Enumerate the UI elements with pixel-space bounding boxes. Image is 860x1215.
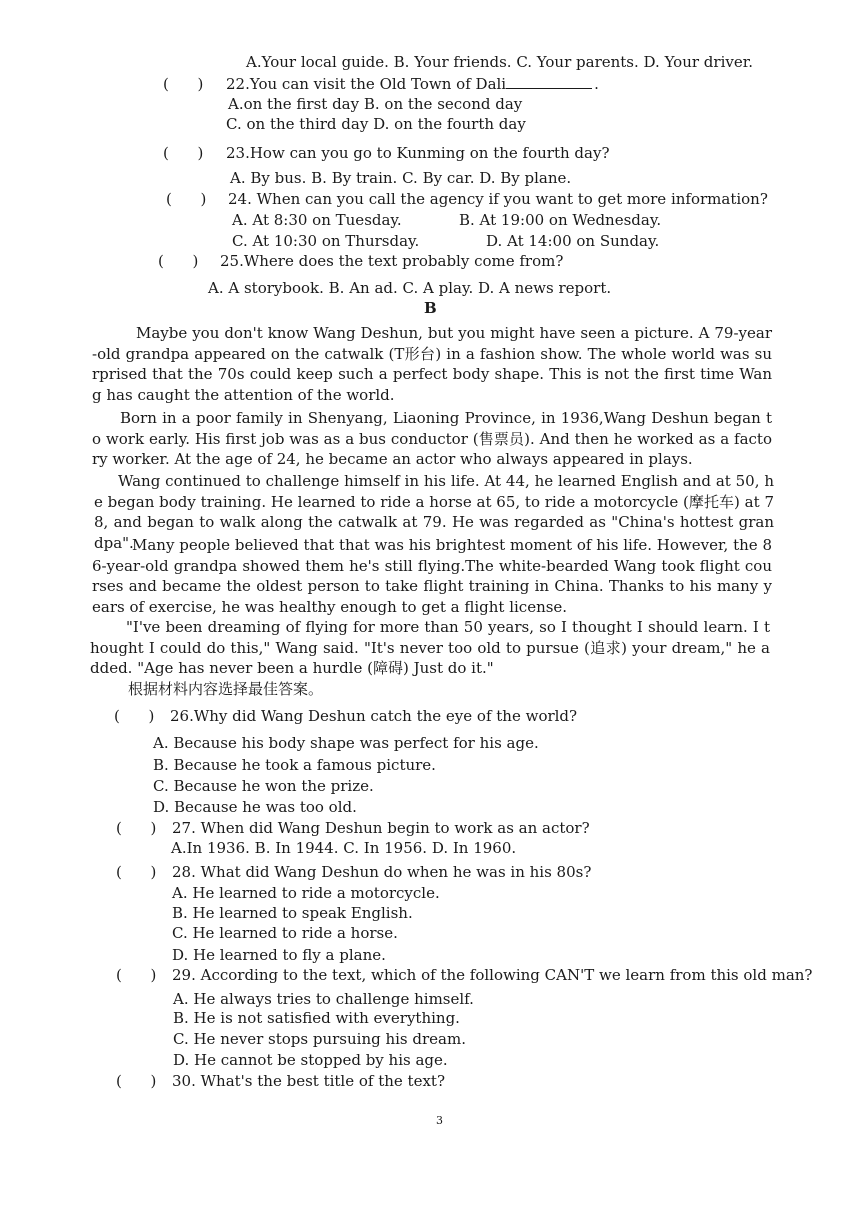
q29-option-c: C. He never stops pursuing his dream. [173,1030,466,1048]
q29-option-b: B. He is not satisfied with everything. [173,1009,460,1027]
page-number: 3 [436,1114,443,1127]
q22-fill-blank[interactable] [506,74,592,89]
q23-answer-blank[interactable]: ( ) [163,144,204,162]
q26-option-c: C. Because he won the prize. [153,777,374,795]
q25-answer-blank[interactable]: ( ) [158,252,199,270]
q24-stem: 24. When can you call the agency if you want to get more information? [228,190,768,208]
section-b-heading: B [424,299,437,317]
q28-stem: 28. What did Wang Deshun do when he was in his 80s? [172,863,592,881]
q30-answer-blank[interactable]: ( ) [116,1072,157,1090]
q29-option-a: A. He always tries to challenge himself. [173,990,474,1008]
q28-option-a: A. He learned to ride a motorcycle. [172,884,440,902]
q22-answer-blank[interactable]: ( ) [163,75,204,93]
q24-option-d: D. At 14:00 on Sunday. [486,232,660,250]
q24-option-b: B. At 19:00 on Wednesday. [459,211,662,229]
q25-stem: 25.Where does the text probably come from? [220,252,564,270]
q28-option-d: D. He learned to fly a plane. [172,946,386,964]
q27-options: A.In 1936. B. In 1944. C. In 1956. D. In 1960. [171,839,517,857]
q24-answer-blank[interactable]: ( ) [166,190,207,208]
q23-stem: 23.How can you go to Kunming on the fourth day? [226,144,610,162]
passage-paragraph-4: Many people believed that that was his brightest moment of his life. However, the 86-year-old grandpa showed them he's still flying.The white-bearded Wang took flight courses and became the oldest person to take flight training in China. Thanks to his many years of exercise, he was healthy enough to get a flight license. [92,536,772,616]
q27-stem: 27. When did Wang Deshun begin to work as an actor? [172,819,590,837]
q25-options: A. A storybook. B. An ad. C. A play. D. A news report. [208,279,612,297]
q26-answer-blank[interactable]: ( ) [114,707,155,725]
q29-answer-blank[interactable]: ( ) [116,966,157,984]
q23-options: A. By bus. B. By train. C. By car. D. By plane. [230,169,572,187]
passage-paragraph-1: Maybe you don't know Wang Deshun, but you might have seen a picture. A 79-year-old grandpa appeared on the catwalk (T形台) in a fashion show. The whole world was surprised that the 70s could keep such a perfect body shape. This is not the first time Wang has caught the attention of the world. [92,324,772,404]
q26-option-a: A. Because his body shape was perfect for his age. [153,734,539,752]
passage-paragraph-2: Born in a poor family in Shenyang, Liaoning Province, in 1936,Wang Deshun began to work early. His first job was as a bus conductor (售票员). And then he worked as a factory worker. At the age of 24, he became an actor who always appeared in plays. [92,409,772,468]
q24-option-a: A. At 8:30 on Tuesday. [232,211,402,229]
q21-options: A.Your local guide. B. Your friends. C. Your parents. D. Your driver. [246,53,754,71]
passage-paragraph-5: "I've been dreaming of flying for more than 50 years, so I thought I should learn. I thought I could do this," Wang said. "It's never too old to pursue (追求) your dream," he added. "Age has never been a hurdle (障碍) Just do it." [90,618,770,677]
q30-stem: 30. What's the best title of the text? [172,1072,445,1090]
q22-options-row1: A.on the first day B. on the second day [228,95,523,113]
q22-stem: 22.You can visit the Old Town of Dali . [226,75,599,93]
q28-answer-blank[interactable]: ( ) [116,863,157,881]
q28-option-c: C. He learned to ride a horse. [172,924,398,942]
section-b-instruction: 根据材料内容选择最佳答案。 [128,680,324,698]
q22-options-row2: C. on the third day D. on the fourth day [226,115,526,133]
q28-option-b: B. He learned to speak English. [172,904,413,922]
q26-option-b: B. Because he took a famous picture. [153,756,436,774]
q24-option-c: C. At 10:30 on Thursday. [232,232,420,250]
q29-stem: 29. According to the text, which of the following CAN'T we learn from this old man? [172,966,813,984]
q26-stem: 26.Why did Wang Deshun catch the eye of the world? [170,707,578,725]
q27-answer-blank[interactable]: ( ) [116,819,157,837]
passage-paragraph-3: Wang continued to challenge himself in his life. At 44, he learned English and at 50, he began body training. He learned to ride a horse at 65, to ride a motorcycle (摩托车) at 78, and began to walk along the catwalk at 79. He was regarded as "China's hottest grandpa". [94,472,774,552]
q29-option-d: D. He cannot be stopped by his age. [173,1051,448,1069]
q26-option-d: D. Because he was too old. [153,798,357,816]
